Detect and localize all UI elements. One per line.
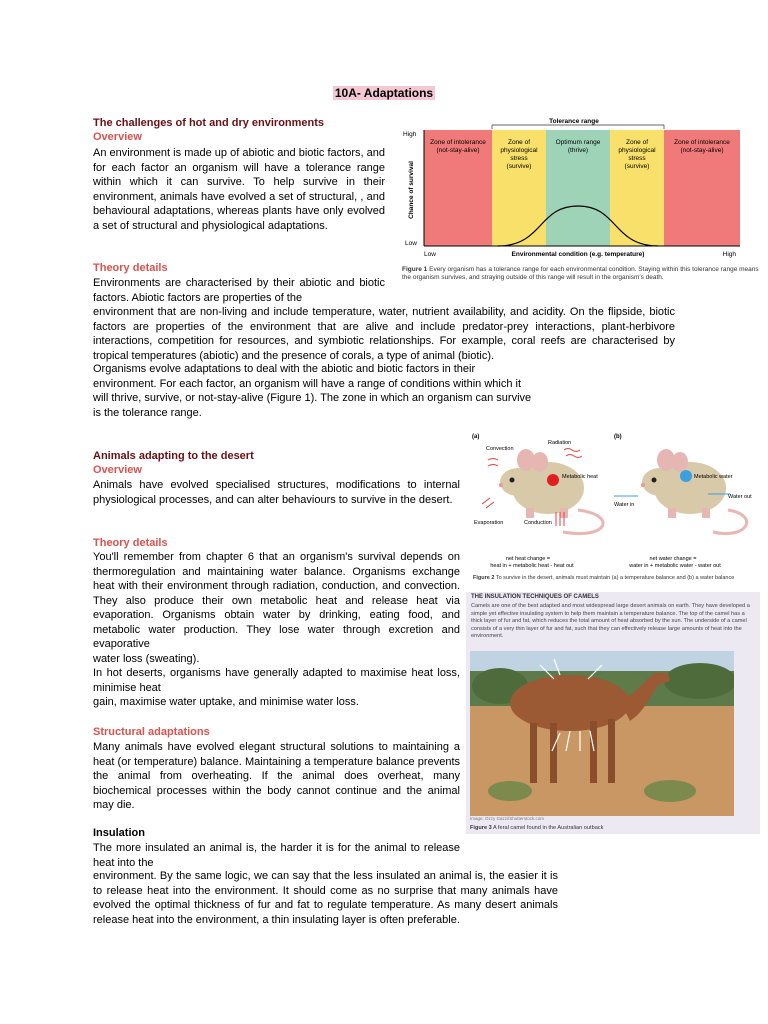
theory-paragraph-lines: [93, 362, 593, 420]
theory-paragraph-2b: [93, 666, 460, 695]
y-low-label: Low: [405, 240, 417, 247]
theory-line-4: gain, maximise water uptake, and minimise water loss.: [93, 696, 359, 708]
water-in-label: Water in: [614, 502, 635, 508]
theory-paragraph-narrow: Environments are characterised by their abiotic and biotic factors. Abiotic factors are properties of the: [93, 277, 385, 304]
figure-2-caption: Figure 2 To survive in the desert, animals must maintain (a) a temperature balance and (b) a water balance: [473, 575, 735, 581]
y-high-label: High: [403, 131, 417, 138]
photo-credit: Image: Ozzy Gazzi/Shutterstock.com: [470, 816, 545, 821]
x-high-label: High: [722, 251, 736, 258]
panel-a-label: (a): [472, 434, 480, 440]
figure-3-caption: Figure 3 A feral camel found in the Australian outback: [470, 825, 604, 831]
water-out-label: Water out: [728, 494, 752, 500]
figure-1-caption: Figure 1 Every organism has a tolerance range for each environmental condition. Staying within this tolerance range means the organism survives, and straying outside of this range will result in the organism's death.: [402, 266, 759, 281]
figure-3-heading: THE INSULATION TECHNIQUES OF CAMELS: [471, 594, 599, 600]
structural-adaptations-label: Structural adaptations: [93, 726, 210, 738]
panel-b-label: (b): [614, 434, 622, 440]
page-title: 10A- Adaptations: [334, 86, 434, 100]
overview-paragraph-2: Animals have evolved specialised structures, modifications to internal physiological processes, and can alter behaviours to survive in the desert.: [93, 479, 460, 506]
radiation-label: Radiation: [548, 440, 572, 446]
theory-line-3: In hot deserts, organisms have generally adapted to maximise heat loss, minimise heat: [93, 667, 460, 694]
theory-line: environment. For each factor, an organism will have a range of conditions within which it: [93, 377, 521, 390]
structural-paragraph: Many animals have evolved elegant structural solutions to maintaining a heat (or temperature) balance. Maintaining a temperature balance prevents the animal from overheating. If the animal does overheat, many biochemical processes within the body cannot continue and the animal may die.: [93, 741, 460, 811]
water-equation-2: water in + metabolic water - water out: [629, 563, 721, 569]
tolerance-range-diagram: [398, 114, 760, 264]
conduction-label: Conduction: [524, 520, 552, 526]
insulation-paragraph-narrow: The more insulated an animal is, the harder it is for the animal to release heat into the: [93, 842, 460, 869]
metabolic-heat-label: Metabolic heat: [562, 474, 598, 480]
theory-line: will thrive, survive, or not-stay-alive (Figure 1). The zone in which an organism can survive: [93, 392, 532, 404]
tolerance-range-label: Tolerance range: [549, 118, 599, 125]
theory-label-2: Theory details: [93, 537, 168, 549]
evaporation-label: Evaporation: [474, 520, 504, 526]
water-equation-1: net water change =: [649, 556, 697, 562]
overview-label: Overview: [93, 131, 142, 143]
mouse-b-illustration: [614, 449, 747, 534]
x-low-label: Low: [424, 251, 436, 258]
section-heading-hot-dry: The challenges of hot and dry environments: [93, 117, 325, 129]
insulation-label: Insulation: [93, 827, 145, 839]
zone-label-intolerance-left: Zone of intolerance (not-stay-alive): [430, 139, 486, 154]
zone-label-optimum: Optimum range (thrive): [555, 139, 601, 154]
section-heading-desert: Animals adapting to the desert: [93, 450, 254, 462]
theory-paragraph-wide: environment that are non-living and include temperature, water, nutrient availability, and acidity. On the flipside, biotic factors are properties of the environment that are alive and include predator-prey interactions, plant-herbivore interactions, competition for resources, and symbiotic relationships. For example, coral reefs are characterised by tropical temperatures (abiotic) and the presence of corals, a type of animal (biotic).: [93, 306, 675, 362]
heat-equation-2: heat in + metabolic heat - heat out: [490, 563, 574, 569]
theory-line: is the tolerance range.: [93, 406, 202, 419]
theory-paragraph-2: You'll remember from chapter 6 that an organism's survival depends on thermoregulation and maintaining water balance. Organisms exchange heat with their environment through radiation, conduction, and convection. They also produce their own metabolic heat and release heat via evaporation. Organisms obtain water by drinking, eating food, and metabolic water production. They lose water through excretion and evaporative: [93, 551, 460, 650]
x-axis-title: Environmental condition (e.g. temperature): [511, 251, 645, 258]
overview-label-2: Overview: [93, 464, 142, 476]
zone-label-stress-right: Zone of physiological stress (survive): [618, 139, 656, 170]
mouse-balance-diagram: [468, 430, 760, 576]
figure-1: [398, 114, 760, 286]
figure-2: [468, 430, 760, 586]
y-axis-title: Chance of survival: [408, 161, 415, 219]
zone-label-stress-left: Zone of physiological stress (survive): [500, 139, 538, 170]
convection-label: Convection: [486, 446, 514, 452]
figure-3-text: Camels are one of the best adapted and most widespread large desert animals on earth. They have developed a simple yet effective insulating system to help them maintain a temperature balance. The top of the camel has a thick layer of fur and fat, which reduces the total amount of heat absorbed by the sun. The underside of a camel consists of a very thin layer of fur and fat, such that they can effectively release large amounts of heat into the environment.: [471, 603, 750, 640]
overview-paragraph: An environment is made up of abiotic and biotic factors, and for each factor an organism will have a tolerance range within which it can survive. To help survive in their environment, animals have evolved a set of structural, , and behavioural adaptations, whereas plants have only evolved a set of structural and physiological adaptations.: [93, 147, 385, 232]
figure-3-box: [466, 592, 760, 834]
insulation-paragraph-wide: environment. By the same logic, we can say that the less insulated an animal is, the easier it is to release heat into the environment. It should come as no surprise that many animals have evolved the optimal thickness of fur and fat to regulate temperature. As many desert animals release heat into the environment, a thin insulating layer is often preferable.: [93, 870, 558, 926]
theory-line: Organisms evolve adaptations to deal with the abiotic and biotic factors in their: [93, 363, 476, 375]
theory-line-2: water loss (sweating).: [93, 653, 200, 665]
camel-photo: [470, 651, 734, 816]
metabolic-water-label: Metabolic water: [694, 474, 733, 480]
theory-label: Theory details: [93, 262, 168, 274]
zone-label-intolerance-right: Zone of intolerance (not-stay-alive): [674, 139, 730, 154]
heat-equation-1: net heat change =: [505, 556, 551, 562]
